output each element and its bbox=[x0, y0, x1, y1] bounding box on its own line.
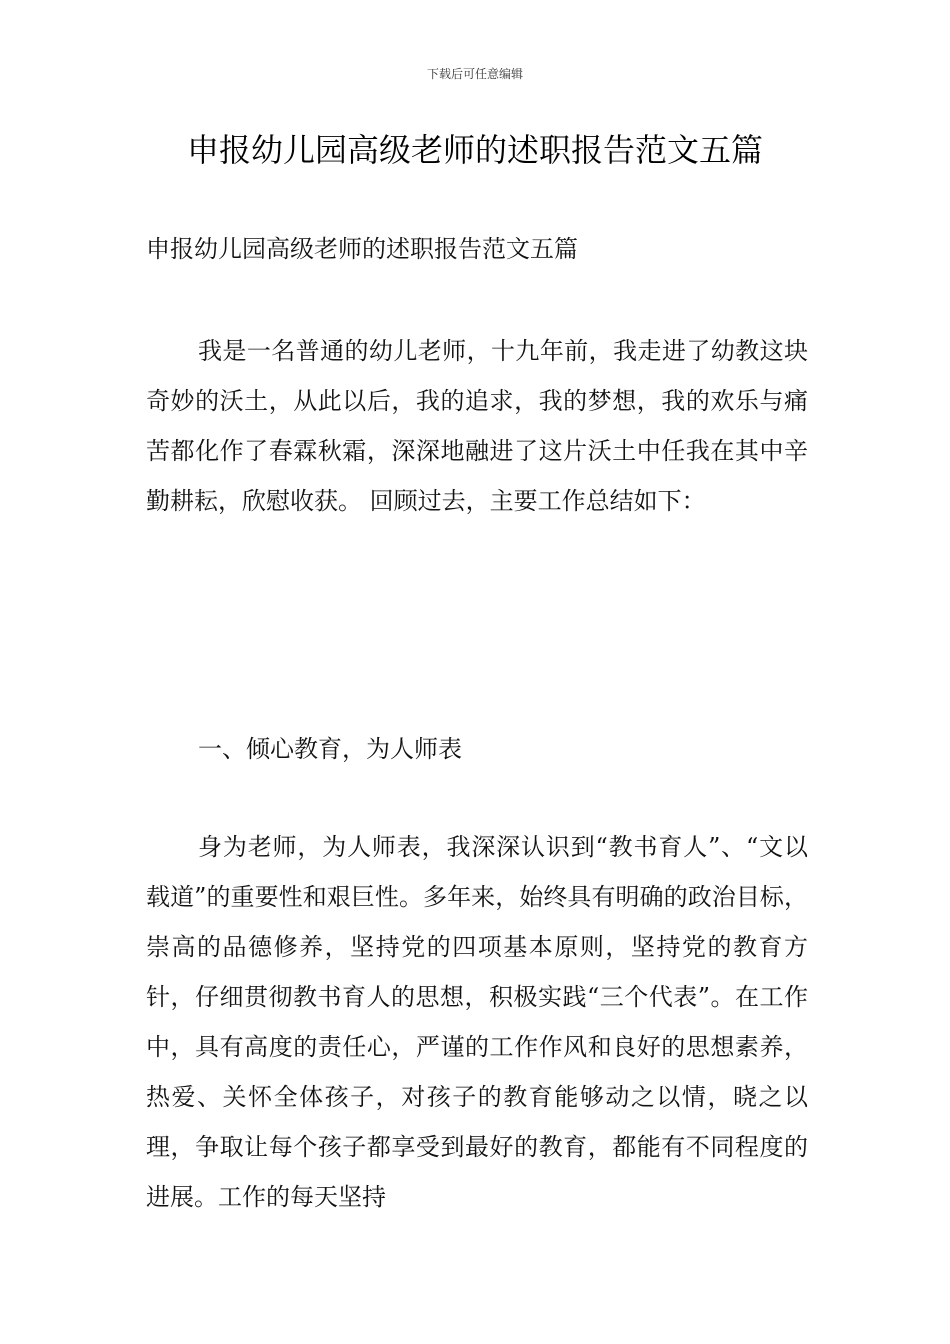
page-header-note: 下载后可任意编辑 bbox=[426, 67, 523, 81]
section-paragraph: 身为老师，为人师表，我深深认识到“教书育人”、“文以载道”的重要性和艰巨性。多年来，始终具有明确的政治目标，崇高的品德修养，坚持党的四项基本原则，坚持党的教育方针，仔细贯彻教书育人的思想，积极实践“三个代表”。在工作中，具有高度的责任心，严谨的工作作风和良好的思想素养，热爱、关怀全体孩子，对孩子的教育能够动之以情，晓之以理，争取让每个孩子都享受到最好的教育，都能有不同程度的进展。工作的每天坚持 bbox=[146, 833, 808, 1211]
intro-paragraph: 我是一名普通的幼儿老师，十九年前，我走进了幼教这块奇妙的沃土，从此以后，我的追求，我的梦想，我的欢乐与痛苦都化作了春霖秋霜，深深地融进了这片沃土中任我在其中辛勤耕耘，欣慰收获。 回顾过去，主要工作总结如下： bbox=[146, 337, 808, 515]
document-title: 申报幼儿园高级老师的述职报告范文五篇 bbox=[186, 131, 763, 169]
document-subtitle: 申报幼儿园高级老师的述职报告范文五篇 bbox=[146, 235, 578, 263]
section-heading: 一、倾心教育，为人师表 bbox=[198, 735, 462, 763]
